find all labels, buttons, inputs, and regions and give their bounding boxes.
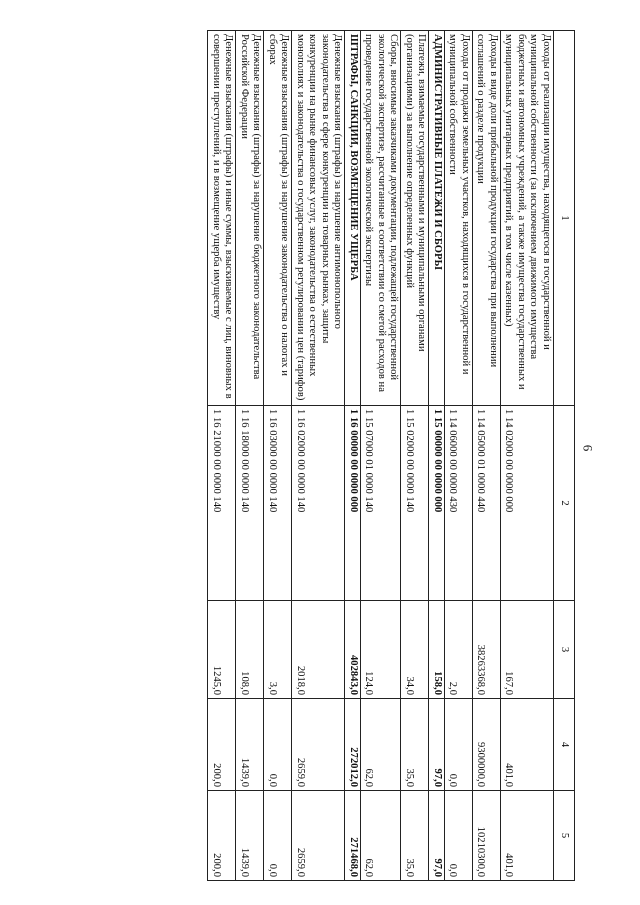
row-description: Доходы от продажи земельных участков, находящихся в государственной и муниципальной собственности — [445, 31, 473, 406]
row-col-4-value: 97,0 — [429, 699, 445, 791]
row-col-3-value: 34,0 — [401, 601, 429, 699]
revenue-table — [208, 30, 576, 881]
row-col-3-value: 167,0 — [501, 601, 554, 699]
row-col-3-value: 40284З,0 — [345, 601, 361, 699]
row-col-3-value: 1245,0 — [208, 601, 236, 699]
table-body — [208, 31, 554, 881]
row-col-5-value: 62,0 — [361, 791, 402, 881]
table-row — [208, 31, 236, 881]
row-code: 1 16 02000 00 0000 140 — [292, 406, 345, 601]
header-col-3: 3 — [554, 601, 575, 699]
row-code: 1 16 18000 00 0000 140 — [236, 406, 264, 601]
page-number: 6 — [580, 444, 596, 452]
row-col-3-value: 3,0 — [264, 601, 292, 699]
header-col-4: 4 — [554, 699, 575, 791]
row-col-5-value: 97,0 — [429, 791, 445, 881]
table-row — [501, 31, 554, 881]
row-col-5-value: 2659,0 — [292, 791, 345, 881]
table-row — [429, 31, 445, 881]
row-col-5-value: 35,0 — [401, 791, 429, 881]
row-code: 1 14 02000 00 0000 000 — [501, 406, 554, 601]
row-col-4-value: 1439,0 — [236, 699, 264, 791]
row-description: ШТРАФЫ, САНКЦИИ, ВОЗМЕЩЕНИЕ УЩЕРБА — [345, 31, 361, 406]
row-col-5-value: 10210300,0 — [473, 791, 501, 881]
row-description: АДМИНИСТРАТИВНЫЕ ПЛАТЕЖИ И СБОРЫ — [429, 31, 445, 406]
rotated-table-container — [35, 30, 575, 880]
row-description: Денежные взыскания (штрафы) за нарушение бюджетного законодательства Российской Федерации — [236, 31, 264, 406]
header-row — [554, 31, 575, 881]
row-code: 1 16 03000 00 0000 140 — [264, 406, 292, 601]
row-col-4-value: 401,0 — [501, 699, 554, 791]
row-col-4-value: 2659,0 — [292, 699, 345, 791]
row-col-3-value: 158,0 — [429, 601, 445, 699]
row-description: Доходы в виде доли прибыльной продукции государства при выполнении соглашений о разделе продукции — [473, 31, 501, 406]
row-col-5-value: 0,0 — [445, 791, 473, 881]
row-description: Доходы от реализации имущества, находящегося в государственной и муниципальной собственности (за исключением движимого имущества бюджетных и автономных учреждений, а также имущества государственных и муниципальных унитарных предприятий, в том числе казенных) — [501, 31, 554, 406]
row-col-3-value: 124,0 — [361, 601, 402, 699]
row-col-3-value: 38263368,0 — [473, 601, 501, 699]
row-col-4-value: 9300000,0 — [473, 699, 501, 791]
row-col-3-value: 2018,0 — [292, 601, 345, 699]
row-col-3-value: 108,0 — [236, 601, 264, 699]
row-col-5-value: 200,0 — [208, 791, 236, 881]
row-col-4-value: 0,0 — [445, 699, 473, 791]
table-row — [473, 31, 501, 881]
row-code: 1 16 21000 00 0000 140 — [208, 406, 236, 601]
row-code: 1 15 00000 00 0000 000 — [429, 406, 445, 601]
row-code: 1 14 05000 01 0000 440 — [473, 406, 501, 601]
table-row — [345, 31, 361, 881]
row-col-5-value: 1439,0 — [236, 791, 264, 881]
row-code: 1 15 02000 00 0000 140 — [401, 406, 429, 601]
row-col-5-value: 271468,0 — [345, 791, 361, 881]
table-row — [361, 31, 402, 881]
row-description: Платежи, взимаемые государственными и муниципальными органами (организациями) за выполнение определенных функций — [401, 31, 429, 406]
row-col-4-value: 62,0 — [361, 699, 402, 791]
row-code: 1 15 07000 01 0000 140 — [361, 406, 402, 601]
row-col-4-value: 35,0 — [401, 699, 429, 791]
table-row — [401, 31, 429, 881]
table-row — [264, 31, 292, 881]
row-col-4-value: 0,0 — [264, 699, 292, 791]
header-col-5: 5 — [554, 791, 575, 881]
row-col-4-value: 200,0 — [208, 699, 236, 791]
row-col-5-value: 0,0 — [264, 791, 292, 881]
row-col-4-value: 272012,0 — [345, 699, 361, 791]
header-col-2: 2 — [554, 406, 575, 601]
row-col-3-value: 2,0 — [445, 601, 473, 699]
row-description: Денежные взыскания (штрафы) и иные суммы, взыскиваемые с лиц, виновных в совершении преступлений, и в возмещение ущерба имуществу — [208, 31, 236, 406]
row-col-5-value: 401,0 — [501, 791, 554, 881]
row-code: 1 16 00000 00 0000 000 — [345, 406, 361, 601]
table-row — [445, 31, 473, 881]
row-description: Сборы, вносимые заказчиками документации, подлежащей государственной экологической экспертизе, рассчитанные в соответствии со сметой расходов на проведение государственной экологической экспертизы — [361, 31, 402, 406]
row-description: Денежные взыскания (штрафы) за нарушение антимонопольного законодательства в сфере конкуренции на товарных рынках, защиты конкуренции на рынке финансовых услуг, законодательства о естественных монополиях и законодательства о государственном регулировании цен (тарифов) — [292, 31, 345, 406]
row-code: 1 14 06000 00 0000 430 — [445, 406, 473, 601]
table-row — [236, 31, 264, 881]
table-row — [292, 31, 345, 881]
row-description: Денежные взыскания (штрафы) за нарушение законодательства о налогах и сборах — [264, 31, 292, 406]
header-col-1: 1 — [554, 31, 575, 406]
